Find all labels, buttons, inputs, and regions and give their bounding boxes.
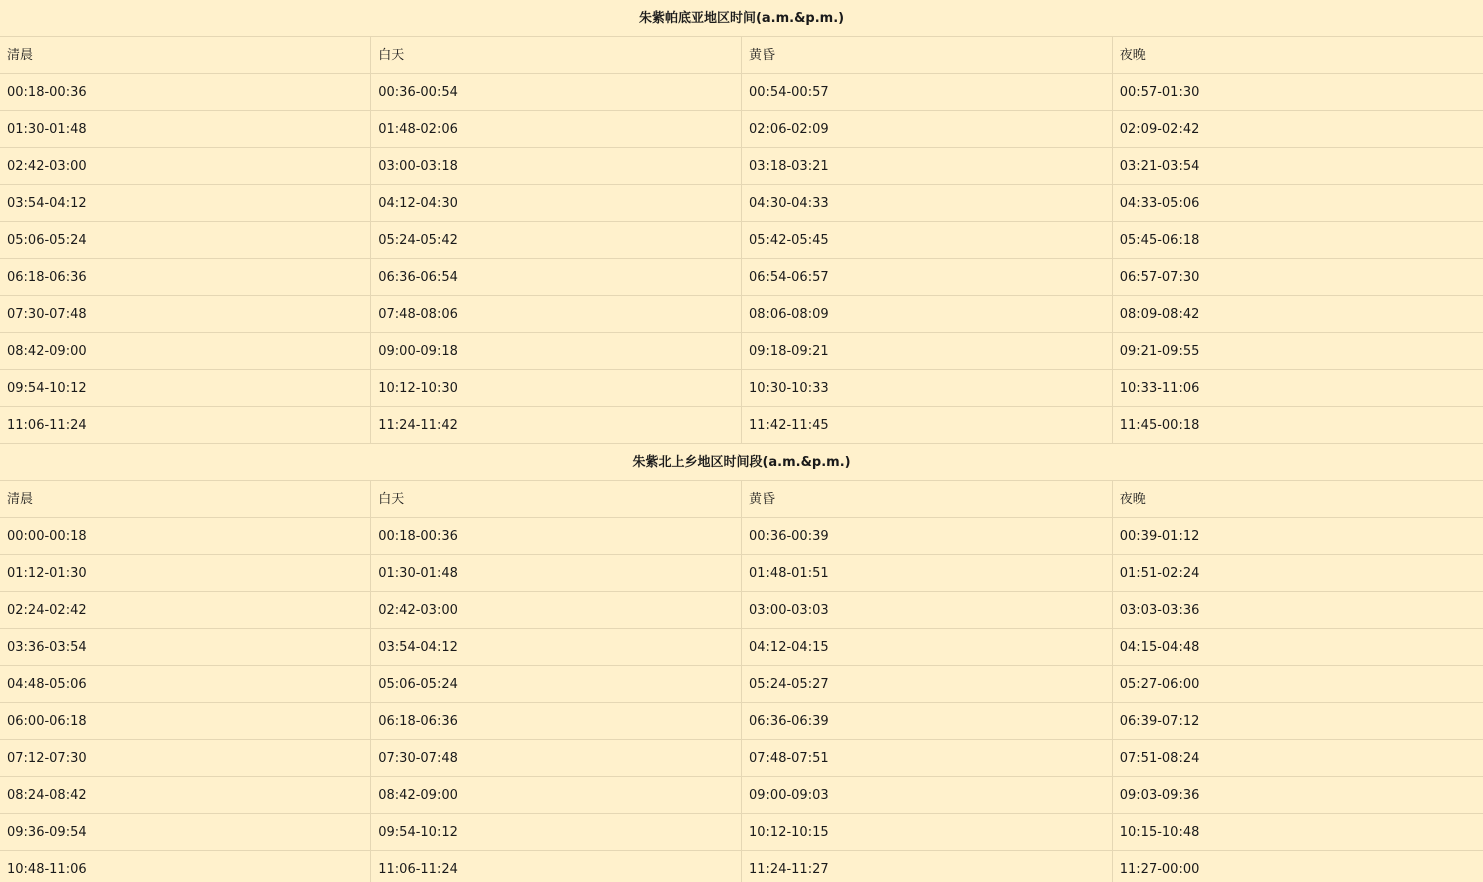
- time-range-morning: 11:06-11:24: [0, 407, 371, 444]
- kitakami-section-header-row: [0, 481, 1483, 518]
- paldea-section-header-row: [0, 37, 1483, 74]
- column-header-night: 夜晚: [1112, 37, 1483, 74]
- table-row: [0, 703, 1483, 740]
- time-range-day: 00:36-00:54: [371, 74, 742, 111]
- time-range-evening: 00:54-00:57: [742, 74, 1113, 111]
- time-range-morning: 10:48-11:06: [0, 851, 371, 882]
- time-range-morning: 08:42-09:00: [0, 333, 371, 370]
- table-row: [0, 259, 1483, 296]
- time-range-day: 04:12-04:30: [371, 185, 742, 222]
- time-range-day: 11:06-11:24: [371, 851, 742, 882]
- column-header-night: 夜晚: [1112, 481, 1483, 518]
- time-range-night: 06:39-07:12: [1112, 703, 1483, 740]
- time-range-evening: 03:18-03:21: [742, 148, 1113, 185]
- table-row: [0, 74, 1483, 111]
- time-range-morning: 05:06-05:24: [0, 222, 371, 259]
- time-range-evening: 11:42-11:45: [742, 407, 1113, 444]
- time-range-night: 09:03-09:36: [1112, 777, 1483, 814]
- time-range-day: 06:18-06:36: [371, 703, 742, 740]
- time-range-evening: 10:12-10:15: [742, 814, 1113, 851]
- kitakami-section-title: 朱紫北上乡地区时间段(a.m.&p.m.): [0, 444, 1483, 481]
- time-range-evening: 03:00-03:03: [742, 592, 1113, 629]
- table-row: [0, 814, 1483, 851]
- time-range-morning: 09:54-10:12: [0, 370, 371, 407]
- time-range-day: 06:36-06:54: [371, 259, 742, 296]
- time-range-day: 05:24-05:42: [371, 222, 742, 259]
- paldea-section-title: 朱紫帕底亚地区时间(a.m.&p.m.): [0, 0, 1483, 37]
- time-range-day: 01:48-02:06: [371, 111, 742, 148]
- time-range-evening: 00:36-00:39: [742, 518, 1113, 555]
- time-range-night: 08:09-08:42: [1112, 296, 1483, 333]
- time-range-evening: 08:06-08:09: [742, 296, 1113, 333]
- time-range-night: 10:15-10:48: [1112, 814, 1483, 851]
- table-row: [0, 148, 1483, 185]
- time-range-evening: 09:18-09:21: [742, 333, 1113, 370]
- time-range-evening: 06:36-06:39: [742, 703, 1113, 740]
- time-range-day: 08:42-09:00: [371, 777, 742, 814]
- time-range-morning: 08:24-08:42: [0, 777, 371, 814]
- table-row: [0, 740, 1483, 777]
- time-range-day: 02:42-03:00: [371, 592, 742, 629]
- table-row: [0, 370, 1483, 407]
- time-range-evening: 04:30-04:33: [742, 185, 1113, 222]
- time-range-day: 03:00-03:18: [371, 148, 742, 185]
- table-row: [0, 666, 1483, 703]
- time-range-night: 03:03-03:36: [1112, 592, 1483, 629]
- column-header-morning: 清晨: [0, 37, 371, 74]
- time-range-day: 05:06-05:24: [371, 666, 742, 703]
- time-range-morning: 01:12-01:30: [0, 555, 371, 592]
- time-range-morning: 00:18-00:36: [0, 74, 371, 111]
- time-range-day: 07:30-07:48: [371, 740, 742, 777]
- time-range-evening: 09:00-09:03: [742, 777, 1113, 814]
- time-range-evening: 04:12-04:15: [742, 629, 1113, 666]
- time-range-morning: 07:12-07:30: [0, 740, 371, 777]
- time-range-evening: 11:24-11:27: [742, 851, 1113, 882]
- table-row: [0, 518, 1483, 555]
- table-row: [0, 111, 1483, 148]
- time-range-evening: 06:54-06:57: [742, 259, 1113, 296]
- time-range-evening: 05:42-05:45: [742, 222, 1113, 259]
- time-range-morning: 04:48-05:06: [0, 666, 371, 703]
- column-header-evening: 黄昏: [742, 481, 1113, 518]
- time-range-evening: 01:48-01:51: [742, 555, 1113, 592]
- table-row: [0, 851, 1483, 882]
- column-header-day: 白天: [371, 37, 742, 74]
- time-range-morning: 06:18-06:36: [0, 259, 371, 296]
- time-range-day: 10:12-10:30: [371, 370, 742, 407]
- table-row: [0, 629, 1483, 666]
- time-range-day: 09:00-09:18: [371, 333, 742, 370]
- time-range-night: 00:39-01:12: [1112, 518, 1483, 555]
- table-row: [0, 333, 1483, 370]
- time-range-evening: 07:48-07:51: [742, 740, 1113, 777]
- time-range-night: 04:15-04:48: [1112, 629, 1483, 666]
- column-header-day: 白天: [371, 481, 742, 518]
- table-row: [0, 185, 1483, 222]
- time-range-night: 06:57-07:30: [1112, 259, 1483, 296]
- time-range-night: 05:45-06:18: [1112, 222, 1483, 259]
- time-range-day: 00:18-00:36: [371, 518, 742, 555]
- time-range-night: 07:51-08:24: [1112, 740, 1483, 777]
- paldea-section-title-row: [0, 0, 1483, 37]
- time-range-day: 03:54-04:12: [371, 629, 742, 666]
- time-range-day: 07:48-08:06: [371, 296, 742, 333]
- time-range-evening: 10:30-10:33: [742, 370, 1113, 407]
- table-row: [0, 296, 1483, 333]
- time-range-day: 01:30-01:48: [371, 555, 742, 592]
- time-range-night: 11:27-00:00: [1119, 861, 1200, 877]
- time-range-night: 09:21-09:55: [1112, 333, 1483, 370]
- column-header-evening: 黄昏: [742, 37, 1113, 74]
- time-range-morning: 00:00-00:18: [0, 518, 371, 555]
- time-range-night: 03:21-03:54: [1112, 148, 1483, 185]
- time-range-morning: 06:00-06:18: [0, 703, 371, 740]
- time-range-night: 04:33-05:06: [1112, 185, 1483, 222]
- kitakami-section-title-row: [0, 444, 1483, 481]
- table-row: [0, 222, 1483, 259]
- table-row: [0, 407, 1483, 444]
- column-header-morning: 清晨: [0, 481, 371, 518]
- time-range-day: 11:24-11:42: [371, 407, 742, 444]
- table-row: [0, 555, 1483, 592]
- time-range-morning: 02:24-02:42: [0, 592, 371, 629]
- time-range-night: 11:45-00:18: [1112, 407, 1483, 444]
- table-row: [0, 592, 1483, 629]
- time-range-evening: 02:06-02:09: [742, 111, 1113, 148]
- time-range-night: 00:57-01:30: [1112, 74, 1483, 111]
- time-range-morning: 03:36-03:54: [0, 629, 371, 666]
- time-range-morning: 02:42-03:00: [0, 148, 371, 185]
- time-range-evening: 05:24-05:27: [742, 666, 1113, 703]
- time-range-day: 09:54-10:12: [371, 814, 742, 851]
- time-range-morning: 09:36-09:54: [0, 814, 371, 851]
- time-range-night: 05:27-06:00: [1112, 666, 1483, 703]
- time-range-night: 02:09-02:42: [1112, 111, 1483, 148]
- time-range-morning: 07:30-07:48: [0, 296, 371, 333]
- time-range-night: 10:33-11:06: [1112, 370, 1483, 407]
- table-row: [0, 777, 1483, 814]
- time-range-night: 01:51-02:24: [1112, 555, 1483, 592]
- time-range-morning: 03:54-04:12: [0, 185, 371, 222]
- time-range-morning: 01:30-01:48: [0, 111, 371, 148]
